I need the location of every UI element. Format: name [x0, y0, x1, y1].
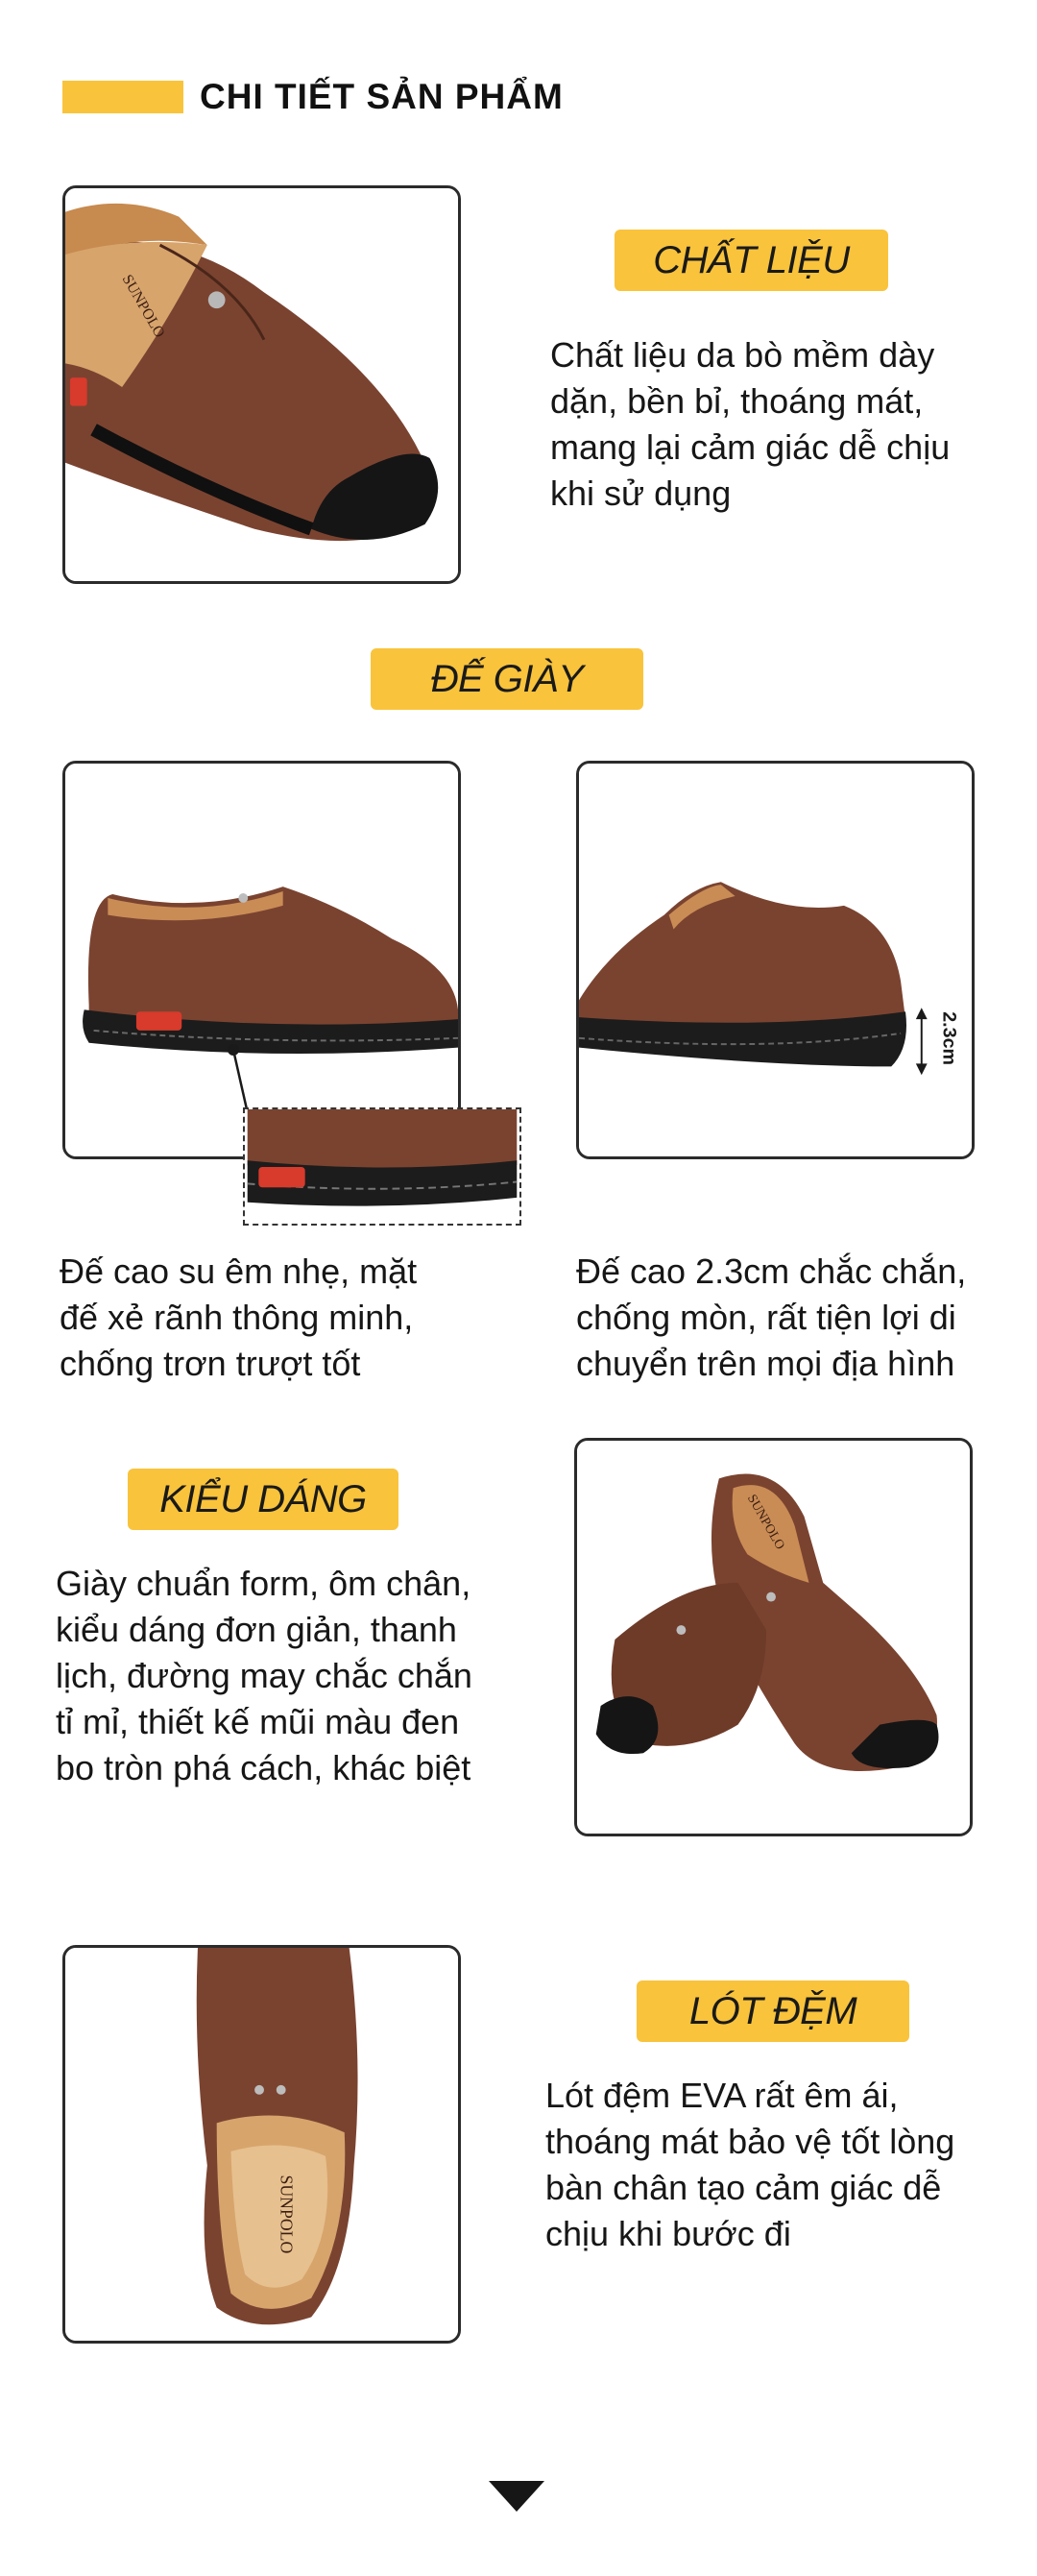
- sole-right-description: [576, 1249, 966, 1387]
- callout-pointer: [226, 1042, 254, 1114]
- material-line-2: dặn, bền bỉ, thoáng mát,: [550, 381, 924, 421]
- insole-line-3: bàn chân tạo cảm giác dễ: [545, 2168, 942, 2207]
- sole-left-description: [60, 1249, 417, 1387]
- sole-right-line-3: chuyển trên mọi địa hình: [576, 1344, 955, 1383]
- sole-label: ĐẾ GIÀY: [371, 648, 643, 710]
- header-accent-bar: [62, 81, 183, 113]
- brand-imprint-2: SUNPOLO: [744, 1492, 788, 1552]
- height-measure-label: 2.3cm: [938, 1011, 960, 1066]
- style-line-3: lịch, đường may chắc chắn: [56, 1656, 472, 1695]
- style-line-5: bo tròn phá cách, khác biệt: [56, 1748, 471, 1787]
- insole-photo: [62, 1945, 461, 2344]
- triangle-down-icon[interactable]: [489, 2481, 544, 2512]
- shoe-angle-image: [577, 1441, 970, 1834]
- sole-left-line-2: đế xẻ rãnh thông minh,: [60, 1298, 414, 1337]
- sole-right-line-2: chống mòn, rất tiện lợi di: [576, 1298, 956, 1337]
- sole-closeup-image: [245, 1109, 519, 1224]
- insole-line-1: Lót đệm EVA rất êm ái,: [545, 2076, 899, 2115]
- style-label: KIỂU DÁNG: [128, 1469, 398, 1530]
- shoe-heel-image: [579, 764, 972, 1156]
- insole-description: [545, 2073, 954, 2257]
- brand-imprint: SUNPOLO: [118, 272, 168, 341]
- insole-line-2: thoáng mát bảo vệ tốt lòng: [545, 2122, 955, 2161]
- sole-left-line-1: Đế cao su êm nhẹ, mặt: [60, 1252, 418, 1291]
- material-line-1: Chất liệu da bò mềm dày: [550, 335, 935, 375]
- material-photo: [62, 185, 461, 584]
- shoe-top-image: [65, 1948, 458, 2341]
- sole-left-line-3: chống trơn trượt tốt: [60, 1344, 361, 1383]
- style-photo: [574, 1438, 973, 1836]
- material-description: [550, 332, 950, 517]
- style-line-2: kiểu dáng đơn giản, thanh: [56, 1610, 457, 1649]
- style-description: [56, 1561, 472, 1791]
- page-title: CHI TIẾT SẢN PHẨM: [200, 77, 564, 116]
- sole-height-photo: [576, 761, 975, 1159]
- style-line-1: Giày chuẩn form, ôm chân,: [56, 1564, 471, 1603]
- material-label: CHẤT LIỆU: [615, 230, 888, 291]
- insole-label: LÓT ĐỆM: [637, 1981, 909, 2042]
- style-line-4: tỉ mỉ, thiết kế mũi màu đen: [56, 1702, 460, 1741]
- insole-line-4: chịu khi bước đi: [545, 2214, 791, 2253]
- shoe-side-image: [65, 764, 458, 1156]
- sole-right-line-1: Đế cao 2.3cm chắc chắn,: [576, 1252, 967, 1291]
- sole-detail-zoom: [243, 1107, 521, 1226]
- brand-imprint-3: SUNPOLO: [277, 2175, 297, 2254]
- material-line-3: mang lại cảm giác dễ chịu: [550, 427, 951, 467]
- material-line-4: khi sử dụng: [550, 474, 732, 513]
- shoe-closeup-image: [65, 188, 458, 581]
- sole-side-photo: [62, 761, 461, 1159]
